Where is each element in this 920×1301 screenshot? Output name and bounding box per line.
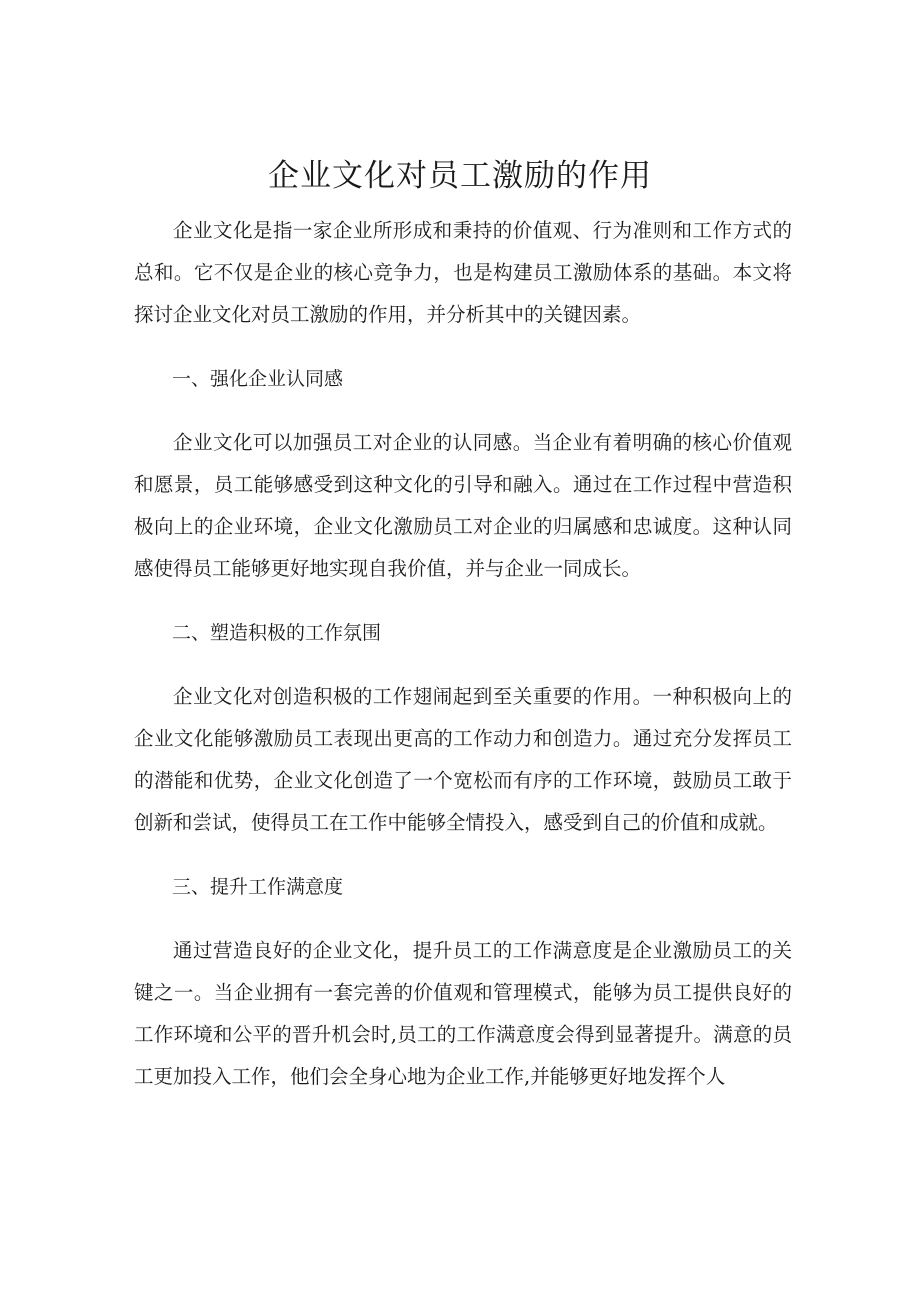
section-heading-3: 三、提升工作满意度: [172, 876, 344, 898]
section-body-3: 通过营造良好的企业文化，提升员工的工作满意度是企业激励员工的关键之一。当企业拥有一套完善的价值观和管理模式，能够为员工提供良好的工作环境和公平的晋升机会时,员工的工作满意度会得到显著提升。满意的员工更加投入工作，他们会全身心地为企业工作,并能够更好地发挥个人: [134, 939, 792, 1088]
section-body-1: 企业文化可以加强员工对企业的认同感。当企业有着明确的核心价值观和愿景，员工能够感受到这种文化的引导和融入。通过在工作过程中营造积极向上的企业环境，企业文化激励员工对企业的归属感和忠诚度。这种认同感使得员工能够更好地实现自我价值，并与企业一同成长。: [134, 431, 792, 580]
intro-paragraph: 企业文化是指一家企业所形成和秉持的价值观、行为准则和工作方式的总和。它不仅是企业的核心竞争力，也是构建员工激励体系的基础。本文将探讨企业文化对员工激励的作用，并分析其中的关键因素。: [134, 219, 792, 326]
section-heading-2: 二、塑造积极的工作氛围: [172, 622, 382, 644]
document-title: 企业文化对员工激励的作用: [268, 158, 652, 194]
section-heading-1: 一、强化企业认同感: [172, 368, 344, 390]
document-body: [134, 210, 792, 1120]
section-body-2: 企业文化对创造积极的工作翅闹起到至关重要的作用。一种积极向上的企业文化能够激励员工表现出更高的工作动力和创造力。通过充分发挥员工的潜能和优势，企业文化创造了一个宽松而有序的工作环境，鼓励员工敢于创新和尝试，使得员工在工作中能够全情投入，感受到自己的价值和成就。: [134, 685, 792, 834]
